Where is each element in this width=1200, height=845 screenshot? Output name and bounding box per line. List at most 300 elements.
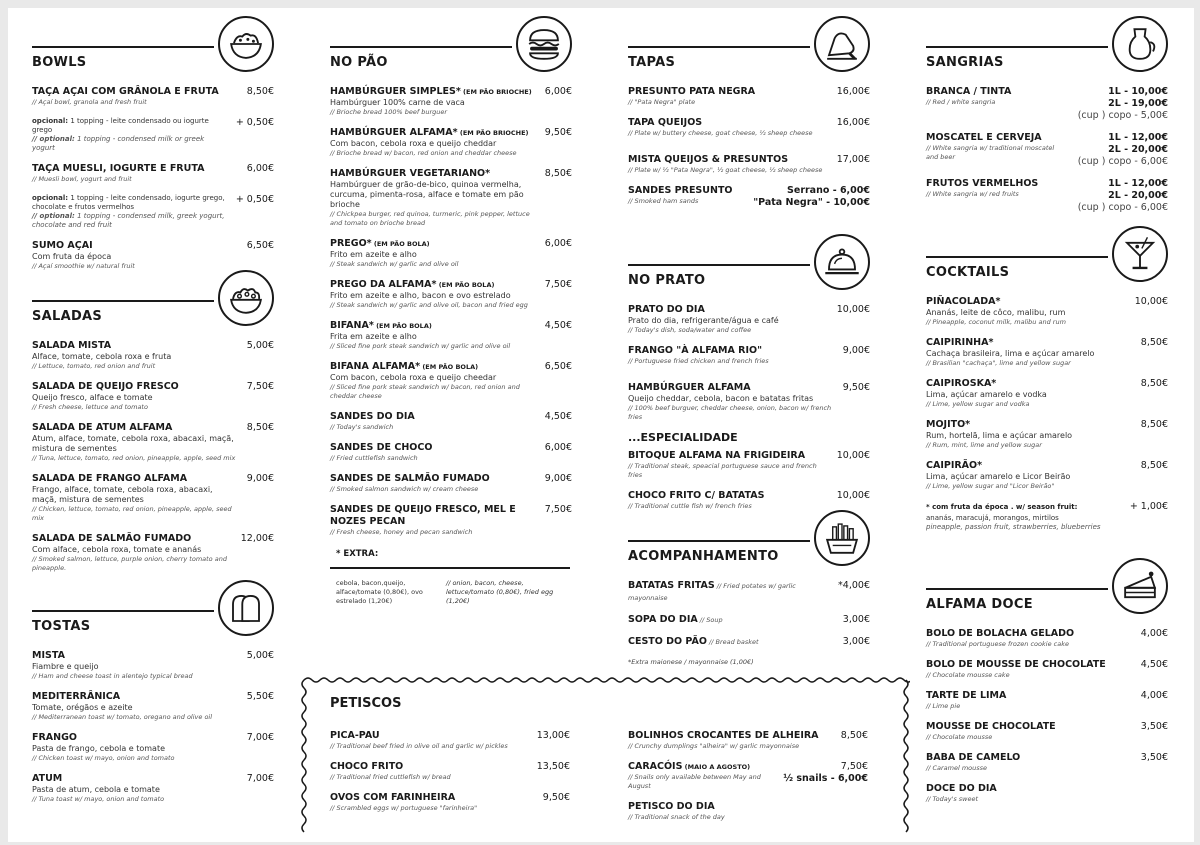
item-english: // Snails only available between May and August [628, 773, 761, 790]
item-name [330, 238, 537, 250]
item-name: TARTE DE LIMA [926, 690, 1007, 701]
list-item [32, 422, 274, 463]
item-name [628, 636, 835, 648]
menu-sheet [8, 8, 1194, 842]
item-note: (EM PÃO BOLA) [373, 322, 432, 330]
list-item [628, 86, 870, 107]
item-desc: Rum, hortelã, lima e açúcar amarelo [926, 431, 1073, 440]
item-price: 6,00€ [544, 442, 572, 453]
section-title: BOWLS [32, 55, 87, 70]
item-price: 13,00€ [536, 730, 570, 741]
list-item [330, 86, 572, 117]
section-title: NO PÃO [330, 55, 388, 70]
item-name: BABA DE CAMELO [926, 752, 1021, 763]
extra-portuguese: cebola, bacon,queijo, alface/tomate (0,80€), ovo estrelado (1,20€) [336, 579, 423, 605]
section-tostas [32, 580, 274, 814]
list-item [926, 752, 1168, 773]
item-desc: Atum, alface, tomate, cebola roxa, abacaxi, maçã, mistura de sementes [32, 434, 234, 453]
item-price-list [1078, 132, 1168, 168]
item-price: 6,00€ [544, 238, 572, 249]
item-price-list [1078, 178, 1168, 214]
section-sangrias [926, 16, 1168, 224]
item-desc: Com fruta da época [32, 252, 112, 261]
item-name: HAMBÚRGUER ALFAMA [628, 382, 751, 393]
list-item [628, 345, 870, 366]
item-english: // Mediterranean toast w/ tomato, oregano and olive oil [32, 713, 213, 721]
section-title: SANGRIAS [926, 55, 1004, 70]
item-name-text: HAMBÚRGUER ALFAMA* [330, 127, 458, 138]
item-desc: Pasta de frango, cebola e tomate [32, 744, 166, 753]
season-fruit-option [926, 501, 1168, 532]
item-desc: Com alface, cebola roxa, tomate e ananás [32, 545, 202, 554]
item-desc: Lima, açúcar amarelo e vodka [926, 390, 1047, 399]
list-item [32, 691, 274, 722]
item-name: BOLINHOS CROCANTES DE ALHEIRA [628, 730, 819, 741]
price-2l: 2L - 20,00€ [1108, 144, 1168, 155]
list-item [628, 382, 870, 422]
item-price: 9,00€ [842, 345, 870, 356]
item-english: // Fried potates w/ garlic mayonnaise [628, 582, 796, 602]
list-item [330, 127, 572, 158]
item-name: TAPA QUEIJOS [628, 117, 703, 128]
item-english: // Traditional cuttle fish w/ french fries [628, 502, 752, 510]
item-name: FRANGO [32, 732, 77, 743]
item-english: // Soup [697, 616, 723, 624]
item-english: // Today's sweet [926, 795, 979, 803]
option-en-label: // optional: [32, 212, 75, 220]
item-option-english [32, 212, 228, 230]
item-name: SALADA DE FRANGO ALFAMA [32, 473, 188, 484]
item-name: TAÇA AÇAI COM GRÂNOLA E FRUTA [32, 86, 219, 97]
item-price: 16,00€ [836, 86, 870, 97]
item-name-text: BIFANA* [330, 320, 374, 331]
item-price: 8,50€ [246, 422, 274, 433]
list-item [32, 240, 274, 271]
season-price: + 1,00€ [1129, 501, 1168, 512]
section-header [330, 16, 572, 72]
item-price: Serrano - 6,00€ [787, 185, 870, 196]
footnote: *Extra maionese / mayonnaise (1,00€) [628, 658, 754, 666]
list-item [330, 411, 572, 432]
item-name: SALADA MISTA [32, 340, 112, 351]
item-english: // Chocolate mousse cake [926, 671, 1010, 679]
list-item [330, 730, 570, 751]
item-name: SANDES DE SALMÃO FUMADO [330, 473, 490, 484]
item-price: 8,50€ [246, 86, 274, 97]
item-desc: Hambúrguer de grão-de-bico, quinoa vermelha, curcuma, pimenta-rosa, alface e tomate em pão brioche [330, 180, 524, 209]
item-desc: Queijo fresco, alface e tomate [32, 393, 153, 402]
list-item [926, 690, 1168, 711]
section-saladas [32, 270, 274, 583]
section-bowls [32, 16, 274, 281]
item-price: 3,00€ [842, 636, 870, 647]
item-price: 6,50€ [246, 240, 274, 251]
item-name: CAIPIRINHA* [926, 337, 994, 348]
item-name: BOLO DE MOUSSE DE CHOCOLATE [926, 659, 1106, 670]
list-item [32, 650, 274, 681]
item-name: BRANCA / TINTA [926, 86, 1012, 97]
item-name [628, 761, 775, 773]
section-header [628, 16, 870, 72]
list-item [926, 86, 1168, 122]
item-price: 8,50€ [1140, 419, 1168, 430]
section-header [926, 558, 1168, 614]
item-name: FRANGO "À ALFAMA RIO" [628, 345, 763, 356]
item-price: 9,00€ [544, 473, 572, 484]
price-1l: 1L - 12,00€ [1108, 178, 1168, 189]
option-en-label: // optional: [32, 135, 75, 143]
item-price: 4,00€ [1140, 690, 1168, 701]
item-name: MOJITO* [926, 419, 971, 430]
list-item [926, 783, 1168, 804]
item-name: CAIPIROSKA* [926, 378, 997, 389]
item-name [330, 86, 537, 98]
list-item [330, 361, 572, 401]
item-option [32, 117, 228, 135]
item-english: // Bread basket [706, 638, 759, 646]
item-price: 4,50€ [544, 320, 572, 331]
item-english: // Lime pie [926, 702, 961, 710]
list-item [926, 378, 1168, 409]
item-english: // Steak sandwich w/ garlic and olive oil, bacon and fried egg [330, 301, 528, 309]
item-english: // Red / white sangria [926, 98, 996, 106]
item-english: // White sangria w/ red fruits [926, 190, 1019, 198]
item-price: 9,00€ [246, 473, 274, 484]
item-desc: Lima, açúcar amarelo e Licor Beirão [926, 472, 1071, 481]
price-1l: 1L - 10,00€ [1108, 86, 1168, 97]
item-name: SANDES PRESUNTO [628, 185, 733, 196]
item-english: // Crunchy dumplings "alheira" w/ garlic mayonnaise [628, 742, 800, 750]
option-text: 1 topping - leite condensado ou iogurte grego [32, 117, 209, 134]
item-english: // Today's sandwich [330, 423, 394, 431]
item-name: SALADA DE SALMÃO FUMADO [32, 533, 192, 544]
item-price: 8,50€ [840, 730, 868, 741]
item-english: // Traditional portuguese frozen cookie cake [926, 640, 1069, 648]
list-item [628, 614, 870, 626]
list-item [32, 163, 274, 184]
section-acompanhamento [628, 510, 870, 666]
petiscos-right [628, 730, 868, 832]
section-cocktails [926, 226, 1168, 542]
list-item [32, 117, 274, 153]
item-price: 8,50€ [1140, 378, 1168, 389]
section-title: COCKTAILS [926, 265, 1010, 280]
item-price: 4,50€ [544, 411, 572, 422]
item-note: (EM PÃO BOLA) [371, 240, 430, 248]
item-price-alt: "Pata Negra" - 10,00€ [753, 197, 870, 208]
list-item [926, 419, 1168, 450]
item-english: // Smoked salmon, lettuce, purple onion, cherry tomato and pineapple. [32, 555, 227, 572]
item-note: (MAIO A AGOSTO) [682, 763, 751, 771]
section-title: TOSTAS [32, 619, 91, 634]
item-name-text: HAMBÚRGUER SIMPLES* [330, 86, 461, 97]
section-no-pao [330, 16, 572, 606]
item-english: // Tuna, lettuce, tomato, red onion, pineapple, apple, seed mix [32, 454, 236, 462]
item-name [330, 320, 537, 332]
item-english: // Caramel mousse [926, 764, 988, 772]
item-english: // Today's dish, soda/water and coffee [628, 326, 752, 334]
price-cup: (cup ) copo - 6,00€ [1077, 156, 1168, 167]
item-note: (EM PÃO BOLA) [436, 281, 495, 289]
item-english: // Chicken, lettuce, tomato, red onion, pineapple, apple, seed mix [32, 505, 232, 522]
item-name: SANDES DO DIA [330, 411, 415, 422]
list-item [330, 238, 572, 269]
section-title: PETISCOS [330, 696, 402, 711]
item-english: // Sliced fine pork steak sandwich w/ bacon, red onion and cheddar cheese [330, 383, 520, 400]
item-name: CHOCO FRITO C/ BATATAS [628, 490, 765, 501]
item-english: // Plate w/ ½ "Pata Negra", ½ goat cheese, ½ sheep cheese [628, 166, 823, 174]
item-english: // Lime, yellow sugar and vodka [926, 400, 1030, 408]
item-price: 7,50€ [840, 761, 868, 772]
cloche-icon [814, 234, 870, 290]
item-name: PETISCO DO DIA [628, 801, 715, 812]
list-item [32, 732, 274, 763]
list-item [628, 117, 870, 138]
item-name: MOSCATEL E CERVEJA [926, 132, 1042, 143]
item-desc: Cachaça brasileira, lima e açúcar amarelo [926, 349, 1095, 358]
list-item [628, 636, 870, 648]
salad-bowl-icon [218, 270, 274, 326]
list-item [926, 132, 1168, 168]
list-item [628, 490, 870, 511]
list-item [926, 628, 1168, 649]
section-tapas [628, 16, 870, 219]
list-item [330, 504, 572, 537]
item-price: 6,00€ [246, 163, 274, 174]
item-name-text: HAMBÚRGUER VEGETARIANO* [330, 168, 491, 179]
section-petiscos [330, 696, 890, 711]
item-name: ATUM [32, 773, 63, 784]
item-desc: Frita em azeite e alho [330, 332, 417, 341]
item-price: 7,00€ [246, 732, 274, 743]
item-english: // Açaí bowl, granola and fresh fruit [32, 98, 147, 106]
item-name: MEDITERRÂNICA [32, 691, 121, 702]
list-item [628, 761, 868, 791]
item-price: 4,00€ [1140, 628, 1168, 639]
item-english: // Lettuce, tomato, red onion and fruit [32, 362, 156, 370]
item-english: // Muesli bowl, yogurt and fruit [32, 175, 132, 183]
item-desc: Pasta de atum, cebola e tomate [32, 785, 160, 794]
cocktail-glass-icon [1112, 226, 1168, 282]
item-name: SALADA DE QUEIJO FRESCO [32, 381, 179, 392]
item-price-alt: ½ snails - 6,00€ [783, 773, 868, 784]
item-desc: Com bacon, cebola roxa e queijo cheedar [330, 373, 497, 382]
item-price: 9,50€ [542, 792, 570, 803]
item-price: 8,50€ [544, 168, 572, 179]
item-english: // White sangria w/ traditional moscatel and beer [926, 144, 1055, 161]
item-english: // Smoked salmon sandwich w/ cream cheese [330, 485, 479, 493]
option-label: opcional: [32, 117, 69, 125]
item-english: // Traditional fried cuttlefish w/ bread [330, 773, 451, 781]
burger-icon [516, 16, 572, 72]
item-price: 7,00€ [246, 773, 274, 784]
item-name-text: PREGO* [330, 238, 372, 249]
item-desc: Tomate, orégãos e azeite [32, 703, 133, 712]
item-price: 10,00€ [836, 450, 870, 461]
item-english: // Traditional steak, speacial portuguese sauce and french fries [628, 462, 817, 479]
list-item [926, 337, 1168, 368]
item-english: // Pineapple, coconut milk, malibu and rum [926, 318, 1066, 326]
item-desc: Com bacon, cebola roxa e queijo cheddar [330, 139, 497, 148]
item-english: // Portuguese fried chicken and french fries [628, 357, 769, 365]
section-no-prato [628, 234, 870, 521]
item-english: // Sliced fine pork steak sandwich w/ garlic and olive oil [330, 342, 511, 350]
ham-leg-icon [814, 16, 870, 72]
item-english: // Rum, mint, lime and yellow sugar [926, 441, 1042, 449]
item-name-text: CESTO DO PÃO [628, 636, 707, 647]
item-price: 10,00€ [836, 304, 870, 315]
section-title: NO PRATO [628, 273, 706, 288]
item-name: BITOQUE ALFAMA NA FRIGIDEIRA [628, 450, 806, 461]
item-name [628, 580, 830, 604]
extras [330, 579, 556, 606]
item-price: 5,00€ [246, 650, 274, 661]
item-price-list [1078, 86, 1168, 122]
section-title: ALFAMA DOCE [926, 597, 1033, 612]
item-name: CAIPIRÃO* [926, 460, 983, 471]
price-cup: (cup ) copo - 5,00€ [1077, 110, 1168, 121]
item-name: FRUTOS VERMELHOS [926, 178, 1039, 189]
item-english: // Brioche bread 100% beef burguer [330, 108, 448, 116]
item-price: + 0,50€ [235, 194, 274, 205]
section-header [926, 226, 1168, 282]
item-price: 4,50€ [1140, 659, 1168, 670]
pitcher-icon [1112, 16, 1168, 72]
item-english: // Traditional beef fried in olive oil and garlic w/ pickles [330, 742, 508, 750]
section-header [32, 270, 274, 326]
item-desc: Queijo cheddar, cebola, bacon e batatas fritas [628, 394, 814, 403]
item-english: // Ham and cheese toast in alentejo typical bread [32, 672, 193, 680]
list-item [926, 460, 1168, 491]
section-header [628, 234, 870, 290]
item-price: 3,00€ [842, 614, 870, 625]
list-item [926, 178, 1168, 214]
item-price: 8,50€ [1140, 337, 1168, 348]
list-item [330, 792, 570, 813]
item-price: 7,50€ [544, 279, 572, 290]
item-english: // Scrambled eggs w/ portuguese "farinheira" [330, 804, 478, 812]
item-name: DOCE DO DIA [926, 783, 997, 794]
item-name: OVOS COM FARINHEIRA [330, 792, 456, 803]
item-name: SALADA DE ATUM ALFAMA [32, 422, 173, 433]
item-english: // Smoked ham sands [628, 197, 699, 205]
item-price: + 0,50€ [235, 117, 274, 128]
item-english: // Brasilian "cachaça", lime and yellow sugar [926, 359, 1071, 367]
item-price: 5,50€ [246, 691, 274, 702]
section-alfama-doce [926, 558, 1168, 814]
list-item [628, 801, 868, 822]
item-name: PRATO DO DIA [628, 304, 705, 315]
item-english: // Lime, yellow sugar and "Licor Beirão" [926, 482, 1055, 490]
item-price: *4,00€ [838, 580, 870, 591]
list-item [628, 450, 870, 480]
item-english: // Tuna toast w/ mayo, onion and tomato [32, 795, 165, 803]
item-english: // Traditional snack of the day [628, 813, 725, 821]
item-note: (EM PÃO BOLA) [420, 363, 479, 371]
item-price: 6,50€ [544, 361, 572, 372]
subsection-title [628, 432, 870, 444]
subsection-label: ...ESPECIALIDADE [628, 431, 738, 444]
list-item [330, 279, 572, 310]
item-name [330, 127, 537, 139]
item-desc: Frango, alface, tomate, cebola roxa, abacaxi, maçã, mistura de sementes [32, 485, 213, 504]
item-english: // Fresh cheese, lettuce and tomato [32, 403, 148, 411]
item-price: 7,50€ [544, 504, 572, 515]
section-title: SALADAS [32, 309, 103, 324]
list-item [628, 580, 870, 604]
item-name: PIÑACOLADA* [926, 296, 1001, 307]
item-name: PRESUNTO PATA NEGRA [628, 86, 756, 97]
list-item [628, 185, 870, 209]
item-price: 9,50€ [842, 382, 870, 393]
item-desc: Alface, tomate, cebola roxa e fruta [32, 352, 172, 361]
price-1l: 1L - 12,00€ [1108, 132, 1168, 143]
item-name [330, 279, 537, 291]
item-english: // Chicken toast w/ mayo, onion and tomato [32, 754, 175, 762]
item-english: // Steak sandwich w/ garlic and olive oil [330, 260, 459, 268]
option-en-text: 1 topping - condensed milk or greek yogurt [32, 135, 205, 152]
item-name: PICA-PAU [330, 730, 380, 741]
item-desc: Frito em azeite e alho [330, 250, 417, 259]
item-name: SANDES DE QUEIJO FRESCO, MEL E NOZES PECAN [330, 504, 516, 527]
item-english: // Açaí smoothie w/ natural fruit [32, 262, 135, 270]
list-item [32, 533, 274, 573]
item-option [32, 194, 228, 212]
season-label: * com fruta da época . w/ season fruit: [926, 503, 1078, 511]
petiscos-left [330, 730, 570, 823]
section-title: TAPAS [628, 55, 676, 70]
item-price: 9,50€ [544, 127, 572, 138]
item-desc: Fiambre e queijo [32, 662, 99, 671]
item-price: 7,50€ [246, 381, 274, 392]
list-item [628, 730, 868, 751]
item-name [628, 614, 835, 626]
price-cup: (cup ) copo - 6,00€ [1077, 202, 1168, 213]
item-name: MOUSSE DE CHOCOLATE [926, 721, 1056, 732]
item-price: 16,00€ [836, 117, 870, 128]
item-english: // Fresh cheese, honey and pecan sandwich [330, 528, 473, 536]
bowl-icon [218, 16, 274, 72]
item-desc: Ananás, leite de côco, malibu, rum [926, 308, 1066, 317]
item-desc: Frito em azeite e alho, bacon e ovo estrelado [330, 291, 511, 300]
item-english: // Plate w/ buttery cheese, goat cheese, ½ sheep cheese [628, 129, 813, 137]
list-item [32, 473, 274, 523]
list-item [32, 194, 274, 230]
item-name-text: SOPA DO DIA [628, 614, 698, 625]
item-name-text: BATATAS FRITAS [628, 580, 715, 591]
section-header [32, 16, 274, 72]
item-english: // Chocolate mousse [926, 733, 993, 741]
price-2l: 2L - 20,00€ [1108, 190, 1168, 201]
item-desc: Hambúrguer 100% carne de vaca [330, 98, 465, 107]
fries-basket-icon [814, 510, 870, 566]
season-desc: ananás, maracujá, morangos, mirtilos [926, 514, 1059, 522]
list-item [628, 154, 870, 175]
item-name: SUMO AÇAI [32, 240, 93, 251]
item-note: (EM PÃO BRIOCHE) [460, 88, 532, 96]
item-price: 6,00€ [544, 86, 572, 97]
item-english: // Brioche bread w/ bacon, red onion and cheddar cheese [330, 149, 517, 157]
item-price: 3,50€ [1140, 721, 1168, 732]
item-price: 10,00€ [836, 490, 870, 501]
item-name [330, 168, 537, 180]
item-name-text: PREGO DA ALFAMA* [330, 279, 437, 290]
item-note: (EM PÃO BRIOCHE) [457, 129, 529, 137]
divider [330, 567, 570, 569]
list-item [926, 296, 1168, 327]
list-item [330, 320, 572, 351]
section-header [628, 510, 870, 566]
